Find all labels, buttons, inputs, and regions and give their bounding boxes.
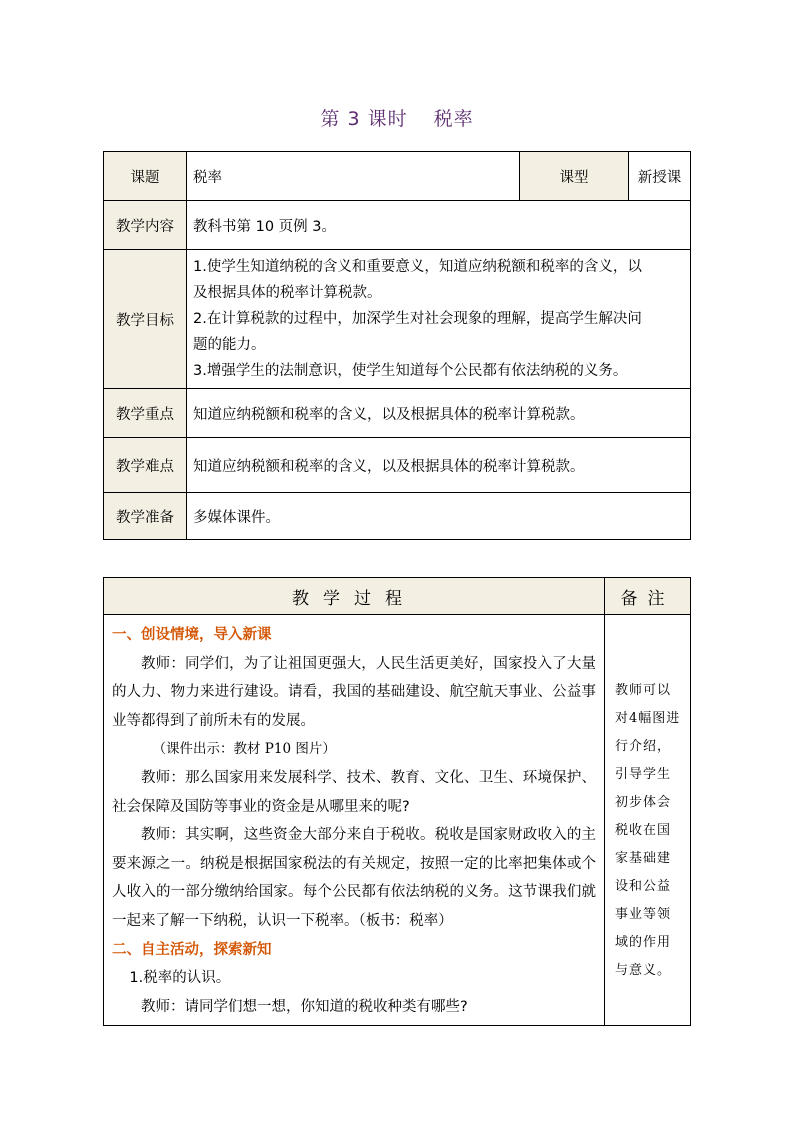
key-points-row bbox=[104, 389, 691, 438]
prep-row bbox=[104, 493, 691, 540]
goals-label: 教学目标 bbox=[104, 250, 187, 389]
type-value: 新授课 bbox=[629, 152, 691, 201]
difficulty-value: 知道应纳税额和税率的含义，以及根据具体的税率计算税款。 bbox=[187, 438, 691, 493]
subsection-title: 1.税率的认识。 bbox=[129, 970, 231, 987]
type-label: 课型 bbox=[520, 152, 629, 201]
paragraph: 教师：请同学们想一想，你知道的税收种类有哪些? bbox=[141, 998, 468, 1015]
paragraph: 教师：同学们，为了让祖国更强大，人民生活更美好，国家投入了大量的人力、物力来进行建设。请看，我国的基础建设、航空航天事业、公益事业等都得到了前所未有的发展。 bbox=[112, 655, 596, 729]
content-value: 教科书第 10 页例 3。 bbox=[187, 201, 691, 250]
difficulty-row bbox=[104, 438, 691, 493]
topic-row bbox=[104, 152, 691, 201]
topic-value: 税率 bbox=[187, 152, 520, 201]
goals-value bbox=[187, 250, 691, 389]
page-title bbox=[0, 104, 794, 131]
goal-line: 及根据具体的税率计算税款。 bbox=[193, 285, 382, 301]
process-content bbox=[104, 615, 605, 1026]
content-row bbox=[104, 201, 691, 250]
key-points-value: 知道应纳税额和税率的含义，以及根据具体的税率计算税款。 bbox=[187, 389, 691, 438]
goal-line: 1.使学生知道纳税的含义和重要意义，知道应纳税额和税率的含义，以 bbox=[193, 259, 642, 275]
goals-row bbox=[104, 250, 691, 389]
content-label: 教学内容 bbox=[104, 201, 187, 250]
notes-header: 备注 bbox=[605, 578, 691, 615]
courseware-cue: （课件出示：教材 P10 图片） bbox=[152, 741, 336, 758]
goal-line: 2.在计算税款的过程中，加深学生对社会现象的理解，提高学生解决问 bbox=[193, 311, 642, 327]
prep-label: 教学准备 bbox=[104, 493, 187, 540]
lesson-topic: 税率 bbox=[433, 108, 474, 130]
lesson-number: 第 3 课时 bbox=[320, 108, 408, 130]
process-body-row bbox=[104, 615, 691, 1026]
section-title: 一、创设情境，导入新课 bbox=[112, 627, 272, 643]
teaching-process-table bbox=[103, 577, 691, 1026]
goal-line: 题的能力。 bbox=[193, 337, 266, 353]
prep-value: 多媒体课件。 bbox=[187, 493, 691, 540]
paragraph: 教师：其实啊，这些资金大部分来自于税收。税收是国家财政收入的主要来源之一。纳税是根据国家税法的有关规定，按照一定的比率把集体或个人收入的一部分缴纳给国家。每个公民都有依法纳税的义务。这节课我们就一起来了解一下纳税，认识一下税率。（板书：税率） bbox=[112, 827, 596, 929]
process-header-row bbox=[104, 578, 691, 615]
key-points-label: 教学重点 bbox=[104, 389, 187, 438]
lesson-info-table bbox=[103, 151, 691, 540]
paragraph: 教师：那么国家用来发展科学、技术、教育、文化、卫生、环境保护、社会保障及国防等事业的资金是从哪里来的呢? bbox=[112, 769, 596, 815]
topic-label: 课题 bbox=[104, 152, 187, 201]
section-title: 二、自主活动，探索新知 bbox=[112, 941, 272, 958]
process-header: 教学过程 bbox=[104, 578, 605, 615]
goal-line: 3.增强学生的法制意识，使学生知道每个公民都有依法纳税的义务。 bbox=[193, 363, 628, 379]
teacher-note: 教师可以对4幅图进行介绍，引导学生初步体会税收在国家基础建设和公益事业等领域的作用与意义。 bbox=[605, 615, 691, 1026]
difficulty-label: 教学难点 bbox=[104, 438, 187, 493]
